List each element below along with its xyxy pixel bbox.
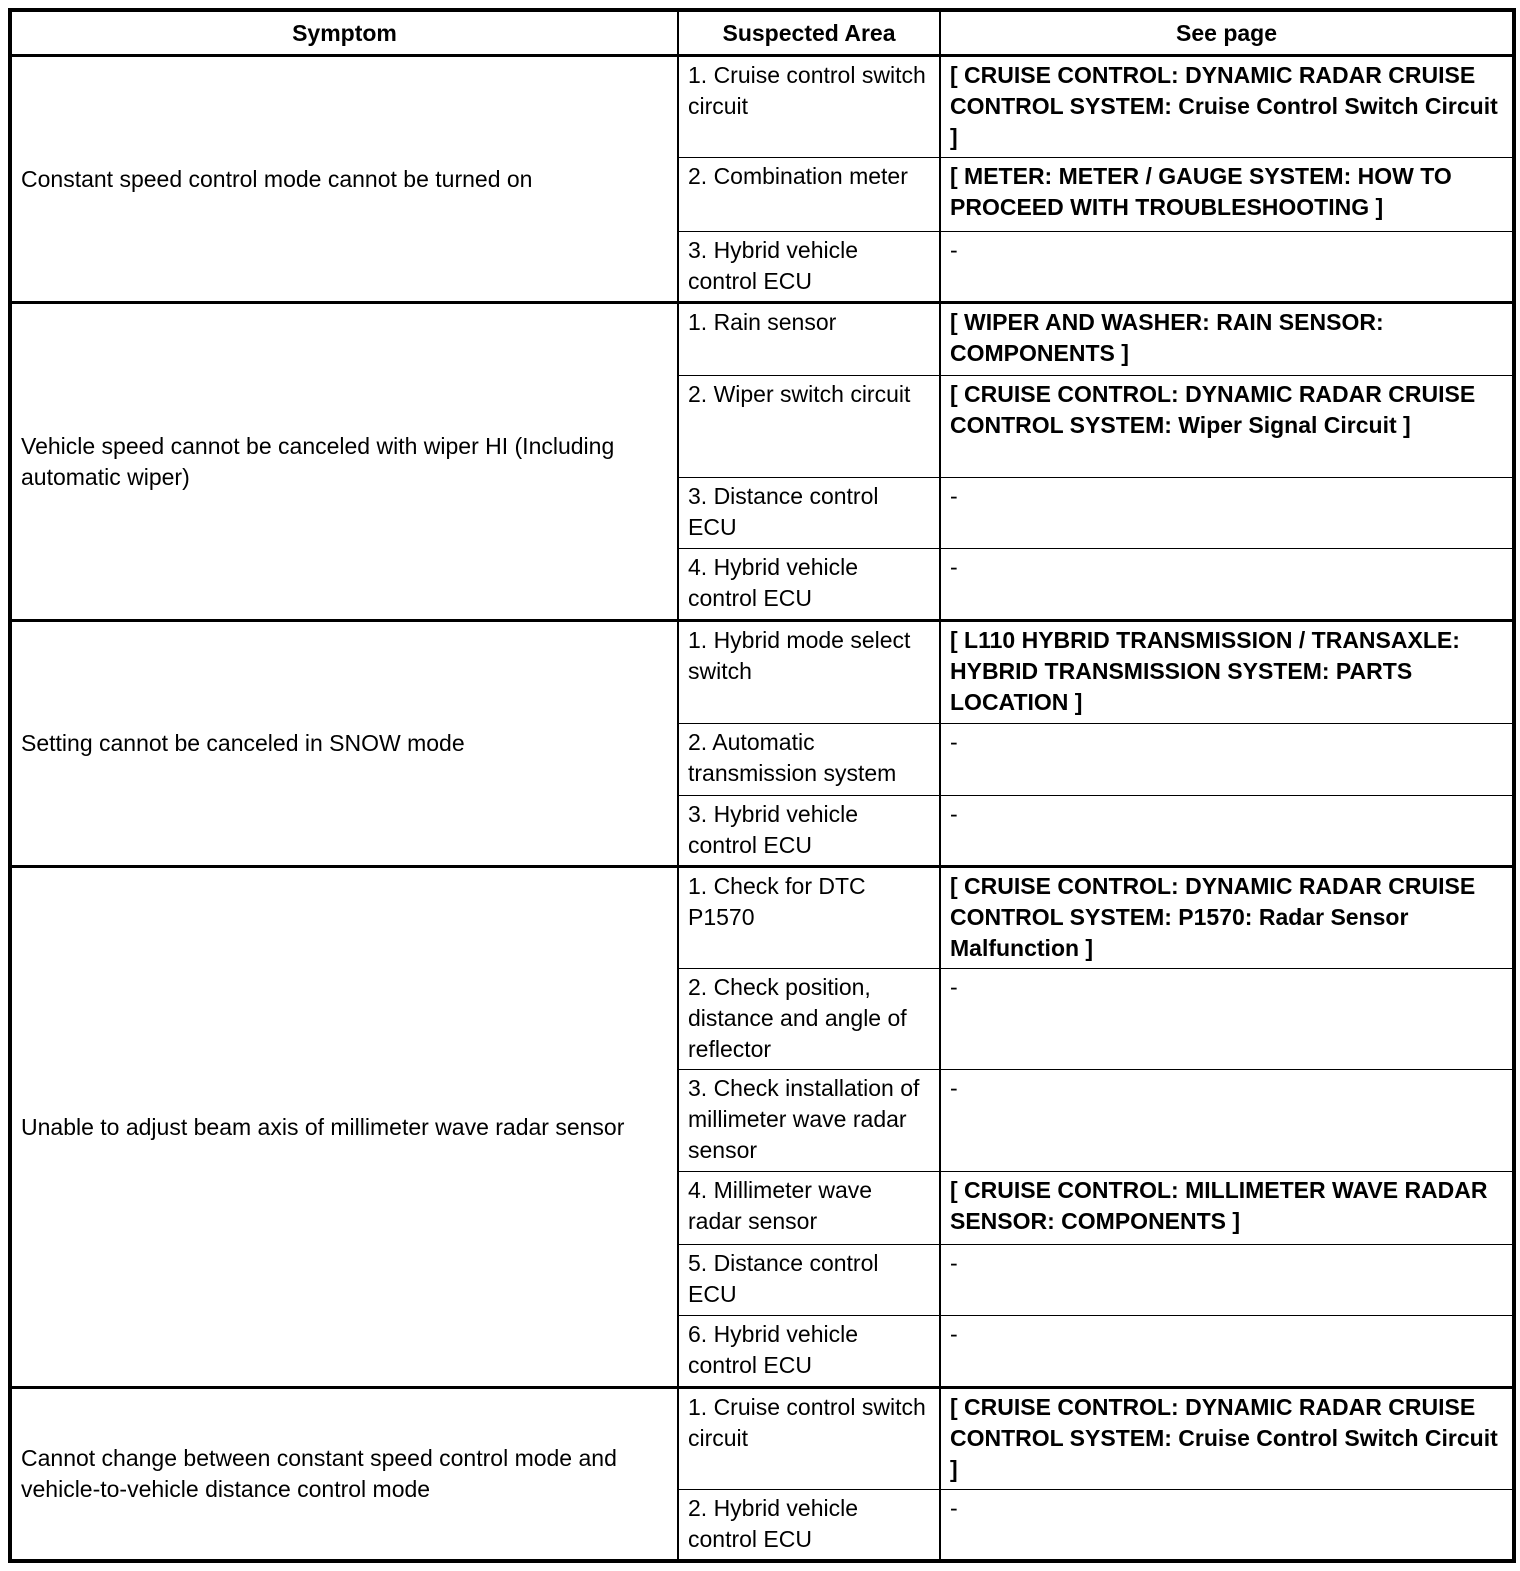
see-page-cell: - (940, 796, 1514, 867)
see-page-link[interactable]: [ CRUISE CONTROL: MILLIMETER WAVE RADAR SENSOR: COMPONENTS ] (940, 1172, 1514, 1245)
see-page-cell: - (940, 232, 1514, 303)
suspected-area-cell: 2. Wiper switch circuit (678, 376, 940, 478)
suspected-area-cell: 5. Distance control ECU (678, 1245, 940, 1316)
table-row (10, 56, 1514, 158)
table-row (10, 303, 1514, 376)
suspected-area-cell: 3. Check installation of millimeter wave radar sensor (678, 1070, 940, 1172)
suspected-area-cell: 1. Cruise control switch circuit (678, 56, 940, 158)
suspected-area-cell: 1. Check for DTC P1570 (678, 867, 940, 969)
see-page-link[interactable]: [ CRUISE CONTROL: DYNAMIC RADAR CRUISE CONTROL SYSTEM: Wiper Signal Circuit ] (940, 376, 1514, 478)
suspected-area-cell: 4. Millimeter wave radar sensor (678, 1172, 940, 1245)
suspected-area-cell: 3. Hybrid vehicle control ECU (678, 232, 940, 303)
table-row (10, 621, 1514, 724)
see-page-cell: - (940, 1070, 1514, 1172)
header-see-page: See page (940, 10, 1514, 56)
symptom-cell: Constant speed control mode cannot be turned on (10, 56, 678, 303)
symptom-cell: Unable to adjust beam axis of millimeter wave radar sensor (10, 867, 678, 1388)
suspected-area-cell: 6. Hybrid vehicle control ECU (678, 1316, 940, 1388)
header-row (10, 10, 1514, 56)
suspected-area-cell: 2. Combination meter (678, 158, 940, 232)
suspected-area-cell: 1. Rain sensor (678, 303, 940, 376)
suspected-area-cell: 1. Hybrid mode select switch (678, 621, 940, 724)
see-page-link[interactable]: [ CRUISE CONTROL: DYNAMIC RADAR CRUISE CONTROL SYSTEM: P1570: Radar Sensor Malfunction ] (940, 867, 1514, 969)
header-suspected-area: Suspected Area (678, 10, 940, 56)
see-page-cell: - (940, 478, 1514, 549)
symptom-cell: Setting cannot be canceled in SNOW mode (10, 621, 678, 867)
table-row (10, 1388, 1514, 1490)
suspected-area-cell: 2. Check position, distance and angle of reflector (678, 969, 940, 1070)
suspected-area-cell: 2. Hybrid vehicle control ECU (678, 1490, 940, 1561)
see-page-cell: - (940, 969, 1514, 1070)
see-page-link[interactable]: [ CRUISE CONTROL: DYNAMIC RADAR CRUISE CONTROL SYSTEM: Cruise Control Switch Circuit ] (940, 56, 1514, 158)
see-page-cell: - (940, 1316, 1514, 1388)
see-page-link[interactable]: [ METER: METER / GAUGE SYSTEM: HOW TO PROCEED WITH TROUBLESHOOTING ] (940, 158, 1514, 232)
see-page-cell: - (940, 1490, 1514, 1561)
suspected-area-cell: 4. Hybrid vehicle control ECU (678, 549, 940, 621)
symptom-troubleshooting-table (8, 8, 1516, 1563)
symptom-cell: Vehicle speed cannot be canceled with wiper HI (Including automatic wiper) (10, 303, 678, 621)
suspected-area-cell: 3. Hybrid vehicle control ECU (678, 796, 940, 867)
see-page-link[interactable]: [ L110 HYBRID TRANSMISSION / TRANSAXLE: HYBRID TRANSMISSION SYSTEM: PARTS LOCATION ] (940, 621, 1514, 724)
see-page-cell: - (940, 1245, 1514, 1316)
see-page-cell: - (940, 724, 1514, 796)
header-symptom: Symptom (10, 10, 678, 56)
symptom-cell: Cannot change between constant speed control mode and vehicle-to-vehicle distance control mode (10, 1388, 678, 1561)
see-page-link[interactable]: [ CRUISE CONTROL: DYNAMIC RADAR CRUISE CONTROL SYSTEM: Cruise Control Switch Circuit ] (940, 1388, 1514, 1490)
suspected-area-cell: 2. Automatic transmission system (678, 724, 940, 796)
suspected-area-cell: 3. Distance control ECU (678, 478, 940, 549)
see-page-cell: - (940, 549, 1514, 621)
table-row (10, 867, 1514, 969)
suspected-area-cell: 1. Cruise control switch circuit (678, 1388, 940, 1490)
see-page-link[interactable]: [ WIPER AND WASHER: RAIN SENSOR: COMPONENTS ] (940, 303, 1514, 376)
